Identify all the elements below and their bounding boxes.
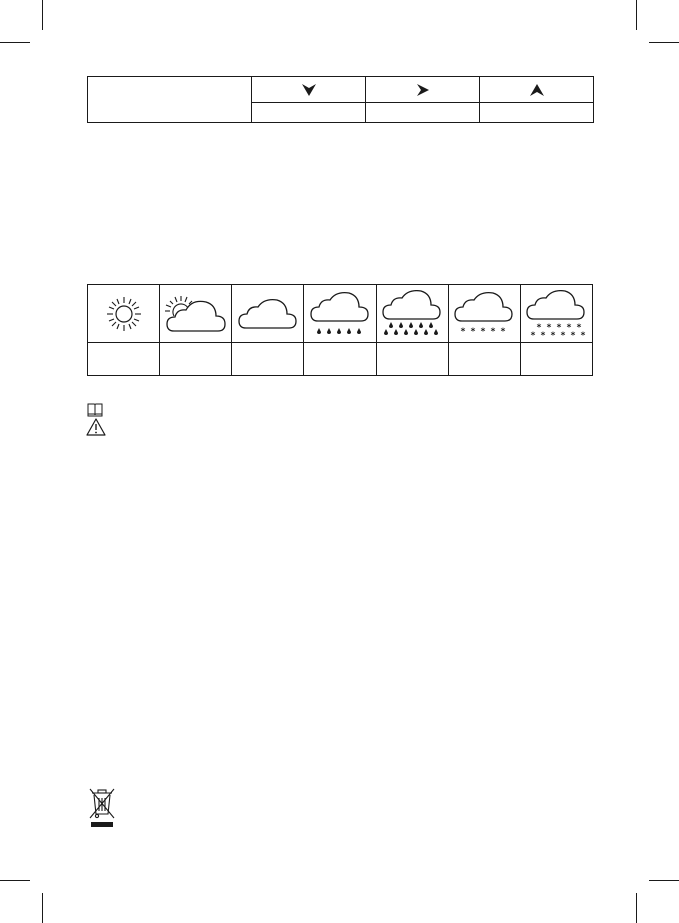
light-snow-icon <box>453 290 515 338</box>
crop-mark-bottom-left-v <box>42 893 43 923</box>
crossed-out-wheelie-bin-icon <box>88 787 116 829</box>
forecast-icon-cell-sunny <box>88 285 160 343</box>
trend-table <box>87 76 594 123</box>
forecast-text-heavy-snow <box>520 343 592 376</box>
arrow-up-icon <box>529 83 545 97</box>
trend-label-cell <box>88 77 252 123</box>
forecast-icon-cell-heavy-rain <box>376 285 448 343</box>
crop-mark-top-right-h <box>649 42 679 43</box>
crop-mark-bottom-left-h <box>0 880 30 881</box>
crop-mark-top-right-v <box>636 0 637 30</box>
sun-icon <box>104 294 144 334</box>
svg-text:*: * <box>561 330 566 338</box>
trend-text-falling <box>252 103 366 123</box>
arrow-down-icon <box>301 83 317 97</box>
crop-mark-bottom-right-v <box>636 893 637 923</box>
trend-text-steady <box>366 103 480 123</box>
forecast-text-light-snow <box>448 343 520 376</box>
svg-text:*: * <box>537 322 542 333</box>
forecast-icon-cell-light-snow <box>448 285 520 343</box>
forecast-text-heavy-rain <box>376 343 448 376</box>
forecast-text-light-rain <box>304 343 376 376</box>
trend-arrow-right-cell <box>366 77 480 103</box>
warning-triangle-icon <box>86 418 106 436</box>
forecast-table <box>87 284 593 376</box>
forecast-text-sunny <box>88 343 160 376</box>
svg-text:*: * <box>490 326 496 337</box>
trend-arrow-up-cell <box>480 77 594 103</box>
svg-text:*: * <box>480 326 486 337</box>
trend-arrow-down-cell <box>252 77 366 103</box>
partly-cloudy-icon <box>164 294 228 334</box>
svg-text:*: * <box>567 322 572 333</box>
forecast-icon-cell-light-rain <box>304 285 376 343</box>
forecast-icon-cell-heavy-snow <box>520 285 592 343</box>
forecast-icon-cell-cloudy <box>232 285 304 343</box>
heavy-snow-icon <box>525 290 587 338</box>
light-rain-icon <box>309 290 371 338</box>
svg-text:*: * <box>541 330 546 338</box>
svg-text:*: * <box>460 326 466 337</box>
svg-text:*: * <box>470 326 476 337</box>
svg-text:*: * <box>551 330 556 338</box>
crop-mark-bottom-right-h <box>649 880 679 881</box>
svg-text:*: * <box>547 322 552 333</box>
crop-mark-top-left-h <box>0 42 30 43</box>
forecast-icon-cell-partly-cloudy <box>160 285 232 343</box>
forecast-text-partly-cloudy <box>160 343 232 376</box>
svg-text:*: * <box>577 322 582 333</box>
crop-mark-top-left-v <box>42 0 43 30</box>
book-icon <box>87 403 103 417</box>
svg-text:*: * <box>531 330 536 338</box>
svg-text:*: * <box>557 322 562 333</box>
svg-text:*: * <box>500 326 506 337</box>
trend-text-rising <box>480 103 594 123</box>
cloud-icon <box>237 297 299 331</box>
heavy-rain-icon <box>381 290 443 338</box>
svg-text:*: * <box>571 330 576 338</box>
arrow-right-icon <box>416 83 430 97</box>
svg-text:*: * <box>581 330 586 338</box>
forecast-text-cloudy <box>232 343 304 376</box>
